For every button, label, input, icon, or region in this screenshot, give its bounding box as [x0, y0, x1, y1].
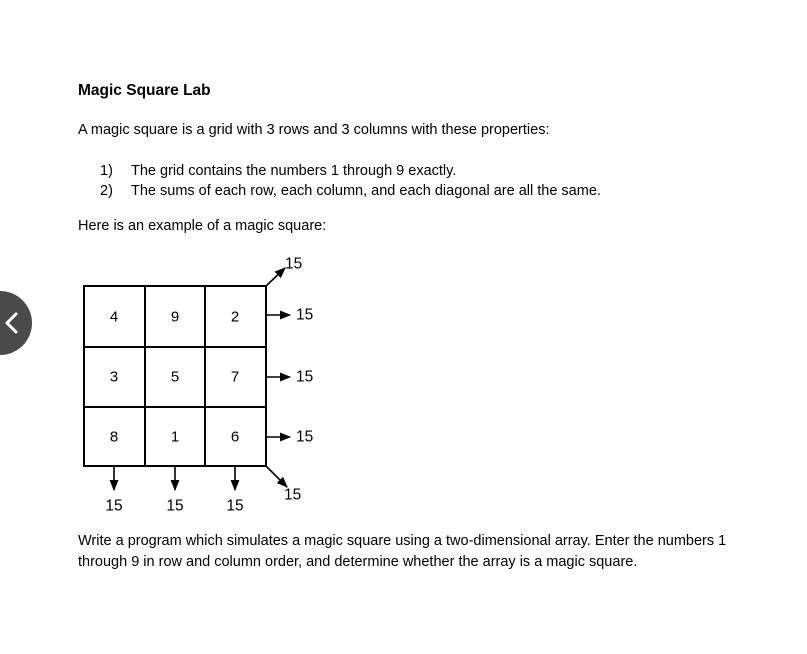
- grid-cell: 6: [230, 428, 240, 446]
- magic-square-figure: [0, 250, 807, 525]
- column-sum-label: 15: [105, 497, 123, 515]
- properties-list: [100, 161, 601, 201]
- grid-cell: 7: [230, 368, 240, 386]
- list-item-number: 1): [100, 163, 113, 179]
- grid-cell: 5: [170, 368, 180, 386]
- list-item: [100, 181, 601, 201]
- grid-cell: 8: [109, 428, 119, 446]
- row-sum-label: 15: [296, 306, 314, 324]
- main-diagonal-arrow: [266, 466, 287, 487]
- column-sum-label: 15: [166, 497, 184, 515]
- anti-diagonal-arrow: [266, 268, 285, 286]
- page-title: Magic Square Lab: [78, 82, 211, 99]
- grid-cell: 2: [230, 308, 240, 326]
- intro-text: A magic square is a grid with 3 rows and 3 columns with these properties:: [78, 122, 550, 138]
- grid-cell: 9: [170, 308, 180, 326]
- example-label: Here is an example of a magic square:: [78, 218, 327, 234]
- grid-cell: 4: [109, 308, 119, 326]
- column-sum-label: 15: [226, 497, 244, 515]
- magic-square-diagram: [0, 250, 807, 525]
- main-diagonal-sum-label: 15: [284, 486, 302, 504]
- chevron-left-icon: [2, 311, 20, 335]
- list-item: [100, 161, 601, 181]
- row-sum-label: 15: [296, 428, 314, 446]
- anti-diagonal-sum-label: 15: [285, 255, 303, 273]
- row-sum-label: 15: [296, 368, 314, 386]
- grid-cell: 1: [170, 428, 180, 446]
- list-item-text: The sums of each row, each column, and each diagonal are all the same.: [131, 183, 601, 199]
- list-item-text: The grid contains the numbers 1 through 9 exactly.: [131, 163, 457, 179]
- list-item-number: 2): [100, 183, 113, 199]
- grid-cell: 3: [109, 368, 119, 386]
- closing-text: Write a program which simulates a magic square using a two-dimensional array. Enter the numbers 1 through 9 in row and column order, and determine whether the array is a magic square.: [78, 533, 727, 570]
